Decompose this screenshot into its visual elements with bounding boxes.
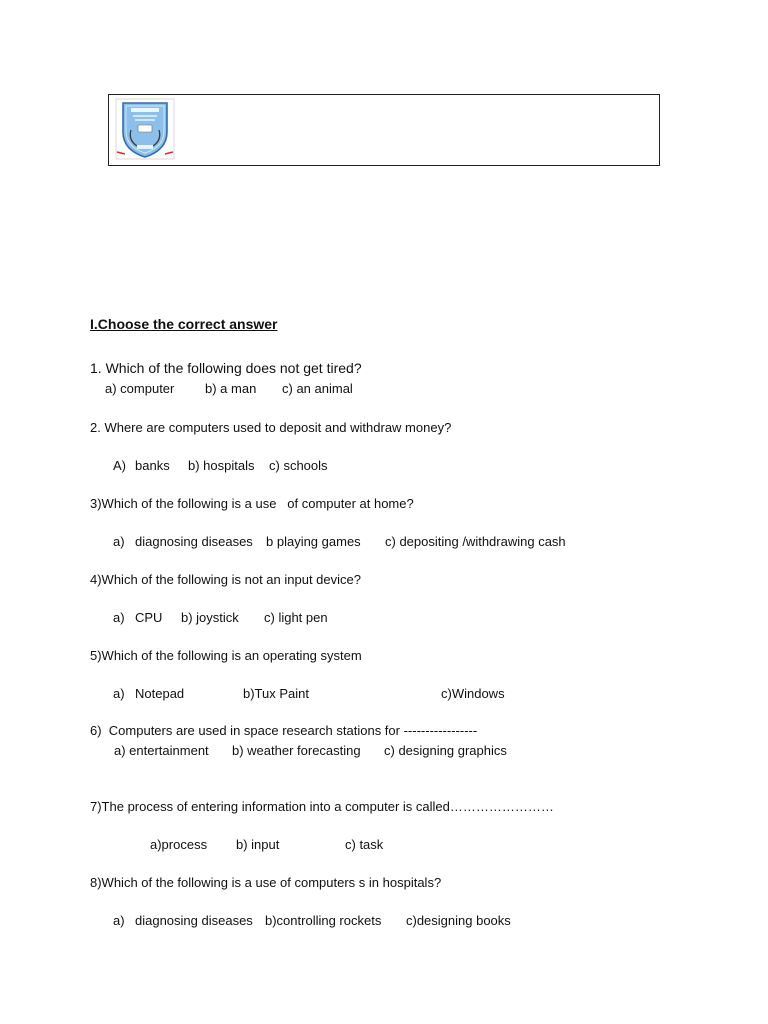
q4-option-c: c) light pen (264, 610, 328, 625)
section-title: I.Choose the correct answer (90, 316, 278, 332)
question-2: 2. Where are computers used to deposit and withdraw money? (90, 420, 452, 435)
q7-option-b: b) input (236, 837, 280, 852)
q2-option-b: b) hospitals (188, 458, 255, 473)
q1-option-b: b) a man (205, 381, 257, 396)
q6-option-a: a) entertainment (114, 743, 209, 758)
q4-option-marker: a) (113, 610, 125, 625)
question-1: 1. Which of the following does not get tired? (90, 360, 362, 376)
q6-option-c: c) designing graphics (384, 743, 507, 758)
q3-option-a: diagnosing diseases (135, 534, 253, 549)
school-crest-logo (115, 98, 175, 160)
q7-option-a: a)process (150, 837, 208, 852)
q3-option-b: b playing games (266, 534, 361, 549)
q5-option-a: Notepad (135, 686, 185, 701)
question-5: 5)Which of the following is an operating system (90, 648, 362, 663)
q3-option-c: c) depositing /withdrawing cash (385, 534, 566, 549)
q4-option-b: b) joystick (181, 610, 239, 625)
header-box (108, 94, 660, 166)
q5-option-b: b)Tux Paint (243, 686, 309, 701)
question-8: 8)Which of the following is a use of computers s in hospitals? (90, 875, 442, 890)
q2-option-c: c) schools (269, 458, 328, 473)
q8-option-a: diagnosing diseases (135, 913, 253, 928)
q2-option-marker: A) (113, 458, 126, 473)
q6-option-b: b) weather forecasting (232, 743, 361, 758)
q5-option-marker: a) (113, 686, 125, 701)
question-4: 4)Which of the following is not an input device? (90, 572, 361, 587)
q1-option-a: a) computer (105, 381, 175, 396)
question-3: 3)Which of the following is a use of computer at home? (90, 496, 414, 511)
q7-option-c: c) task (345, 837, 384, 852)
q8-option-c: c)designing books (406, 913, 511, 928)
question-6: 6) Computers are used in space research stations for ----------------- (90, 723, 478, 738)
q2-option-a: banks (135, 458, 170, 473)
q8-option-marker: a) (113, 913, 125, 928)
q5-option-c: c)Windows (441, 686, 505, 701)
q3-option-marker: a) (113, 534, 125, 549)
q8-option-b: b)controlling rockets (265, 913, 382, 928)
q4-option-a: CPU (135, 610, 163, 625)
question-7: 7)The process of entering information into a computer is called…………………… (90, 799, 554, 814)
q1-option-c: c) an animal (282, 381, 353, 396)
